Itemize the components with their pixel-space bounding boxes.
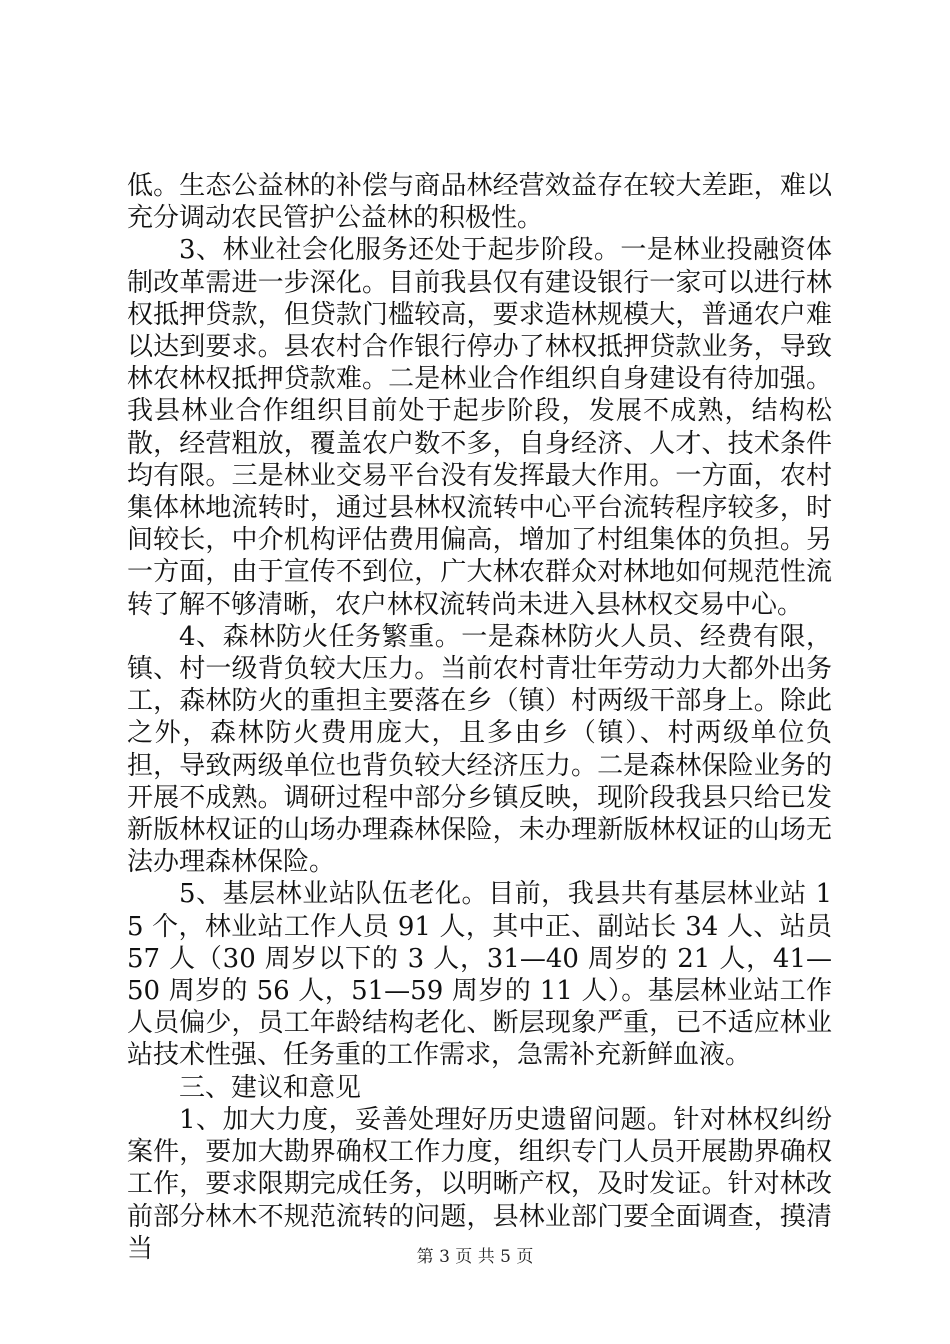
paragraph-historical-issues: 1、加大力度，妥善处理好历史遗留问题。针对林权纠纷案件，要加大勘界确权工作力度，组织专门人员开展勘界确权工作，要求限期完成任务，以明晰产权，及时发证。针对林改前部分林木不规范流转的问题，县林业部门要全面调查，摸清当	[127, 1104, 832, 1264]
paragraph-continuation: 低。生态公益林的补偿与商品林经营效益存在较大差距，难以充分调动农民管护公益林的积极性。	[127, 171, 832, 234]
page-number-footer: 第 3 页 共 5 页	[416, 1247, 534, 1267]
paragraph-forestry-station-aging: 5、基层林业站队伍老化。目前，我县共有基层林业站 15 个，林业站工作人员 91 人，其中正、副站长 34 人、站员 57 人（30 周岁以下的 3 人，31—40 周岁的 21 人，41—50 周岁的 56 人，51—59 周岁的 11 人）。基层林业站工作人员偏少，员工年龄结构老化、断层现象严重，已不适应林业站技术性强、任务重的工作需求，急需补充新鲜血液。	[127, 879, 832, 1071]
document-body	[127, 170, 832, 1265]
paragraph-forestry-social-services: 3、林业社会化服务还处于起步阶段。一是林业投融资体制改革需进一步深化。目前我县仅有建设银行一家可以进行林权抵押贷款，但贷款门槛较高，要求造林规模大，普通农户难以达到要求。县农村合作银行停办了林权抵押贷款业务，导致林农林权抵押贷款难。二是林业合作组织自身建设有待加强。我县林业合作组织目前处于起步阶段，发展不成熟，结构松散，经营粗放，覆盖农户数不多，自身经济、人才、技术条件均有限。三是林业交易平台没有发挥最大作用。一方面，农村集体林地流转时，通过县林权流转中心平台流转程序较多，时间较长，中介机构评估费用偏高，增加了村组集体的负担。另一方面，由于宣传不到位，广大林农群众对林地如何规范性流转了解不够清晰，农户林权流转尚未进入县林权交易中心。	[127, 235, 832, 620]
section-heading-suggestions: 三、建议和意见	[179, 1072, 362, 1103]
paragraph-forest-fire-prevention: 4、森林防火任务繁重。一是森林防火人员、经费有限，镇、村一级背负较大压力。当前农村青壮年劳动力大都外出务工，森林防火的重担主要落在乡（镇）村两级干部身上。除此之外，森林防火费用庞大，且多由乡（镇）、村两级单位负担，导致两级单位也背负较大经济压力。二是森林保险业务的开展不成熟。调研过程中部分乡镇反映，现阶段我县只给已发新版林权证的山场办理森林保险，未办理新版林权证的山场无法办理森林保险。	[127, 621, 832, 878]
